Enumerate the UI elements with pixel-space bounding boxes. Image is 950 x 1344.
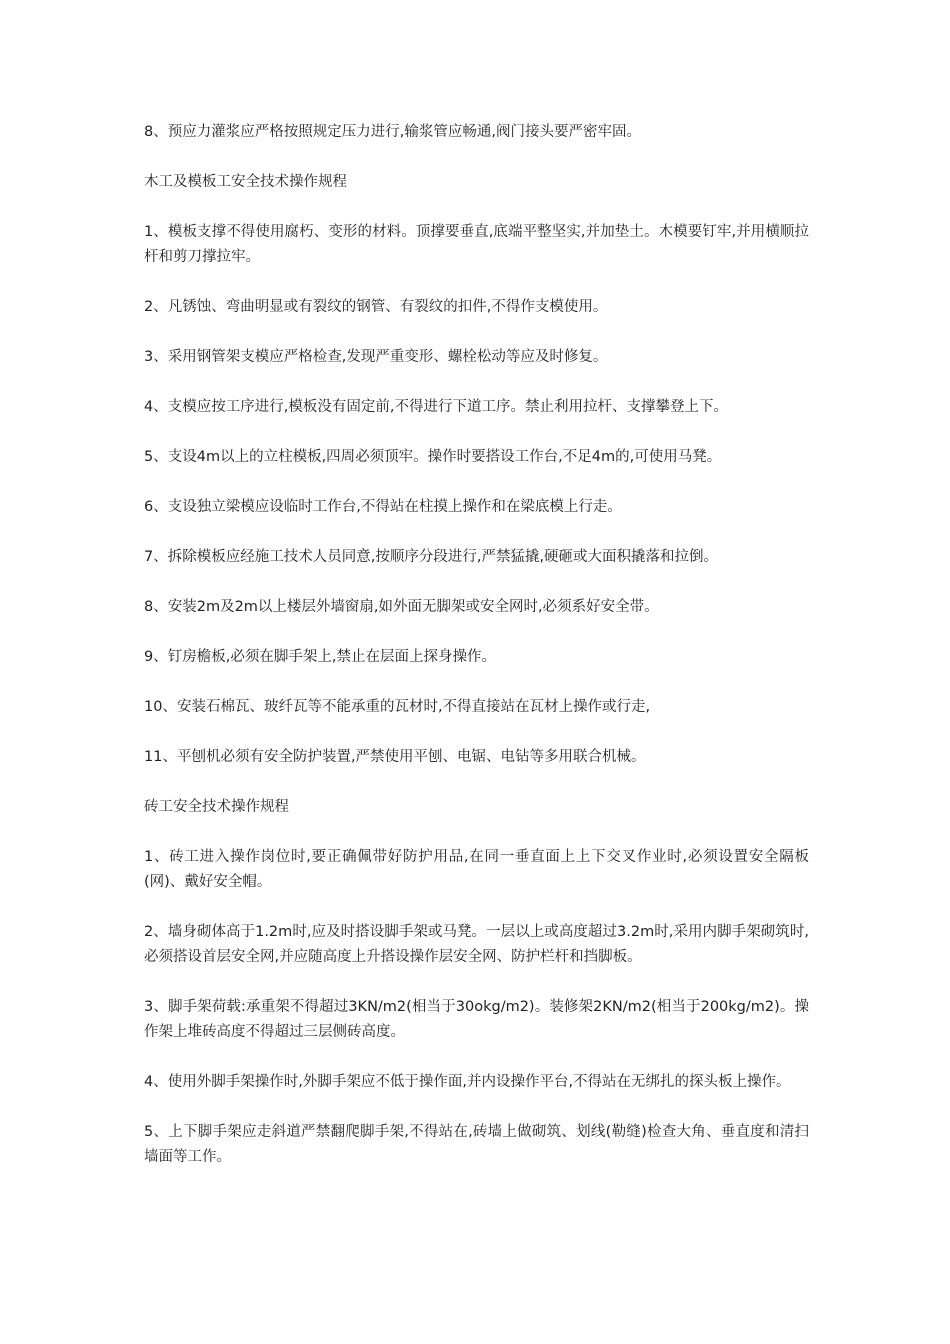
list-item: 4、支模应按工序进行,模板没有固定前,不得进行下道工序。禁止利用拉杆、支撑攀登上下。 — [144, 399, 728, 415]
list-item: 7、拆除模板应经施工技术人员同意,按顺序分段进行,严禁猛撬,硬砸或大面积撬落和拉倒。 — [144, 549, 719, 565]
list-item: 3、采用钢管架支模应严格检查,发现严重变形、螺栓松动等应及时修复。 — [144, 349, 608, 365]
document-body — [144, 120, 809, 1195]
list-item: 5、上下脚手架应走斜道严禁翻爬脚手架,不得站在,砖墙上做砌筑、划线(勒缝)检查大角、垂直度和清扫墙面等工作。 — [144, 1124, 809, 1165]
list-item: 1、模板支撑不得使用腐朽、变形的材料。顶撑要垂直,底端平整坚实,并加垫土。木模要钉牢,并用横顺拉杆和剪刀撑拉牢。 — [144, 224, 809, 265]
list-item: 6、支设独立梁模应设临时工作台,不得站在柱摸上操作和在梁底模上行走。 — [144, 499, 622, 515]
list-item: 1、砖工进入操作岗位时,要正确佩带好防护用品,在同一垂直面上上下交叉作业时,必须设置安全隔板(网)、戴好安全帽。 — [144, 849, 809, 890]
list-item: 5、支设4m以上的立柱模板,四周必须顶牢。操作时要搭设工作台,不足4m的,可使用马凳。 — [144, 449, 722, 465]
paragraph-prestress-grouting: 8、预应力灌浆应严格按照规定压力进行,输浆管应畅通,阀门接头要严密牢固。 — [144, 124, 641, 140]
section-heading-masonry: 砖工安全技术操作规程 — [144, 799, 289, 815]
list-item: 3、脚手架荷载:承重架不得超过3KN/m2(相当于30okg/m2)。装修架2KN/m2(相当于200kg/m2)。操作架上堆砖高度不得超过三层侧砖高度。 — [144, 999, 809, 1040]
list-item: 2、凡锈蚀、弯曲明显或有裂纹的钢管、有裂纹的扣件,不得作支模使用。 — [144, 299, 608, 315]
list-item: 2、墙身砌体高于1.2m时,应及时搭设脚手架或马凳。一层以上或高度超过3.2m时,采用内脚手架砌筑时,必须搭设首层安全网,并应随高度上升搭设操作层安全网、防护栏杆和挡脚板。 — [144, 924, 809, 965]
list-item: 9、钉房檐板,必须在脚手架上,禁止在层面上探身操作。 — [144, 649, 496, 665]
list-item: 8、安装2m及2m以上楼层外墙窗扇,如外面无脚架或安全网时,必须系好安全带。 — [144, 599, 659, 615]
list-item: 10、安装石棉瓦、玻纤瓦等不能承重的瓦材时,不得直接站在瓦材上操作或行走, — [144, 699, 651, 715]
list-item: 4、使用外脚手架操作时,外脚手架应不低于操作面,并内设操作平台,不得站在无绑扎的探头板上操作。 — [144, 1074, 791, 1090]
section-heading-carpentry: 木工及模板工安全技术操作规程 — [144, 174, 347, 190]
list-item: 11、平刨机必须有安全防护装置,严禁使用平刨、电锯、电钻等多用联合机械。 — [144, 749, 646, 765]
